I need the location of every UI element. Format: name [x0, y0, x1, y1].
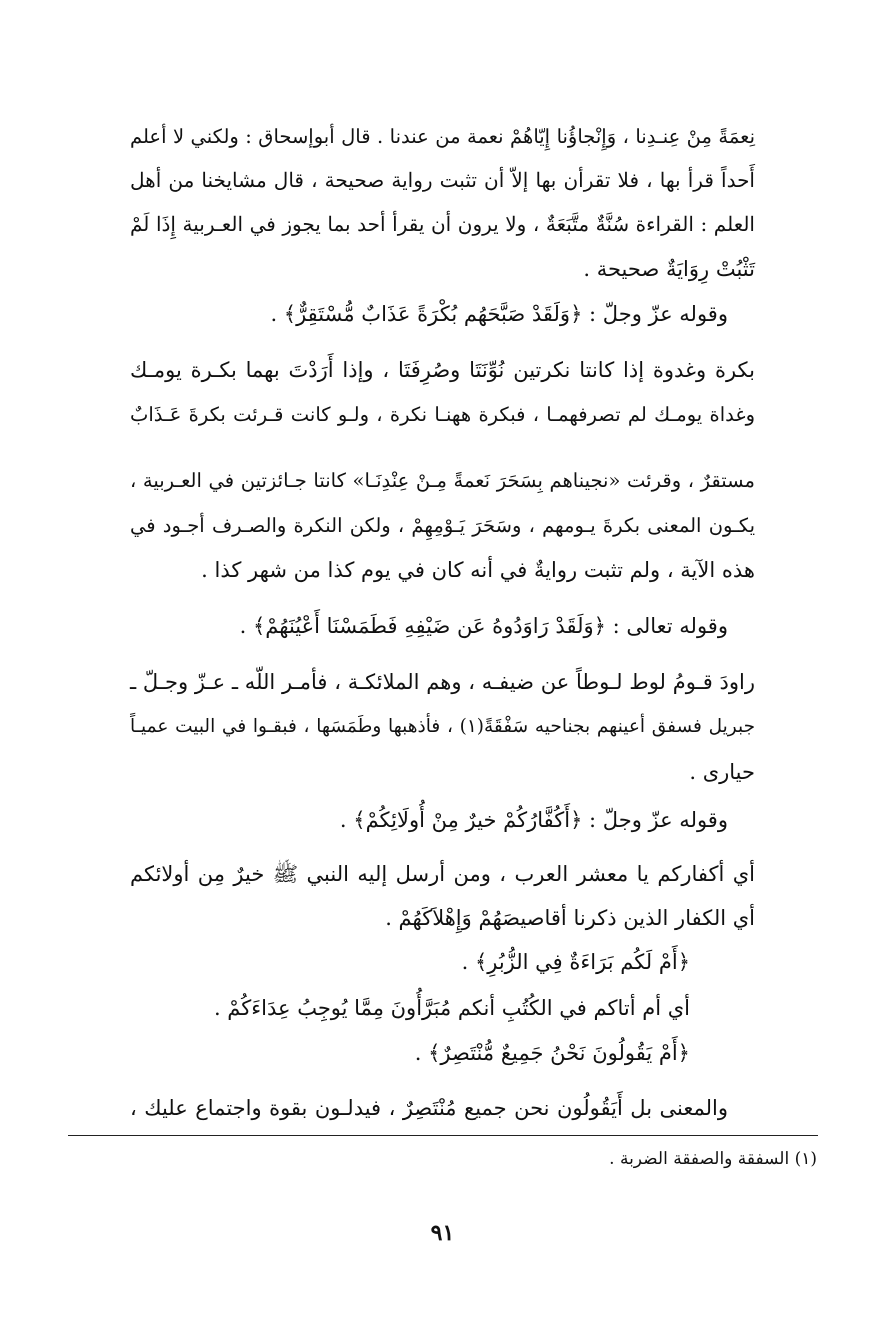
body-line: مستقرٌ ، وقرئت «نجيناهم بِسَحَرَ نَعمةً مِـنْ عِنْدِنَـا» كانتا جـائزتين في العـربية ، [130, 469, 755, 492]
body-line: راودَ قـومُ لوط لـوطاً عن ضيفـه ، وهم الملائكـة ، فأمـر اللّه ـ عـزّ وجـلّ ـ [130, 670, 755, 694]
footnote: (١) السفقة والصفقة الضربة . [609, 1149, 817, 1169]
body-line: يكـون المعنى بكرةَ يـومهم ، وسَحَرَ يَـوْمِهِمْ ، ولكن النكرة والصـرف أجـود في [130, 514, 755, 537]
page-number: ٩١ [430, 1220, 455, 1246]
verse-heading: وقوله تعالى : ﴿وَلَقَدْ رَاوَدُوهُ عَن ضَيْفِهِ فَطَمَسْنَا أَعْيُنَهُمْ﴾ . [239, 614, 728, 638]
body-line: أي أم أتاكم في الكُتُبِ أنكم مُبَرَّأُونَ مِمَّا يُوجِبُ عِدَاءَكُمْ . [213, 996, 690, 1020]
body-line: أَحداً قرأ بها ، فلا تقرأن بها إلاّ أن تثبت رواية صحيحة ، قال مشايخنا من أهل [130, 168, 755, 192]
body-line: جبريل فسفق أعينهم بجناحيه سَفْقَةً(١) ، فأذهبها وطَمَسَها ، فبقـوا في البيت عميـاً [130, 716, 756, 737]
body-line: أي أكفاركم يا معشر العرب ، ومن أرسل إليه النبي ﷺ خيرٌ مِن أولائكم [130, 862, 755, 886]
body-line: وغداة يومـك لم تصرفهمـا ، فبكرة ههنـا نكرة ، ولـو كانت قـرئت بكرةَ عَـذَابٌ [130, 403, 755, 426]
body-line: تَثْبُتْ رِوَايَةٌ صحيحة . [583, 257, 755, 281]
body-line: أي الكفار الذين ذكرنا أقاصيصَهُمْ وَإِهْلاَكَهُمْ . [385, 906, 755, 930]
verse-quote: ﴿أَمْ لَكُم بَرَاءَةٌ فِي الزُّبُرِ﴾ . [461, 950, 690, 974]
body-line: العلم : القراءة سُنَّةٌ متَّبَعَةٌ ، ولا يرون أن يقرأ أحد بما يجوز في العـربية إِذَا لَمْ [130, 212, 755, 236]
verse-heading: وقوله عزّ وجلّ : ﴿وَلَقَدْ صَبَّحَهُم بُكْرَةً عَذَابٌ مُّسْتَقِرٌّ﴾ . [270, 302, 728, 326]
verse-heading: وقوله عزّ وجلّ : ﴿أَكُفَّارُكُمْ خيرٌ مِنْ أُولَائِكُمْ﴾ . [339, 808, 728, 832]
body-line: حيارى . [689, 760, 755, 784]
verse-quote: ﴿أَمْ يَقُولُونَ نَحْنُ جَمِيعٌ مُّنْتَصِرٌ﴾ . [414, 1041, 690, 1065]
body-line: نِعمَةً مِنْ عِنـدِنا ، وَإِنْجاؤُنا إِيّاهُمْ نعمة من عندنا . قال أبوإسحاق : ولكني لا أعلم [130, 125, 755, 148]
body-line: والمعنى بل أَيَقُولُون نحن جميع مُنْتَصِرٌ ، فيدلـون بقوة واجتماع عليك ، [130, 1096, 728, 1120]
body-line: هذه الآية ، ولم تثبت روايةٌ في أنه كان في يوم كذا من شهر كذا . [201, 558, 755, 582]
body-line: بكرة وغدوة إذا كانتا نكرتين نُوِّنَتَا وصُرِفَتَا ، وإذا أَرَدْتَ بهما بكـرة يومـك [130, 358, 755, 382]
footnote-divider [68, 1135, 818, 1136]
